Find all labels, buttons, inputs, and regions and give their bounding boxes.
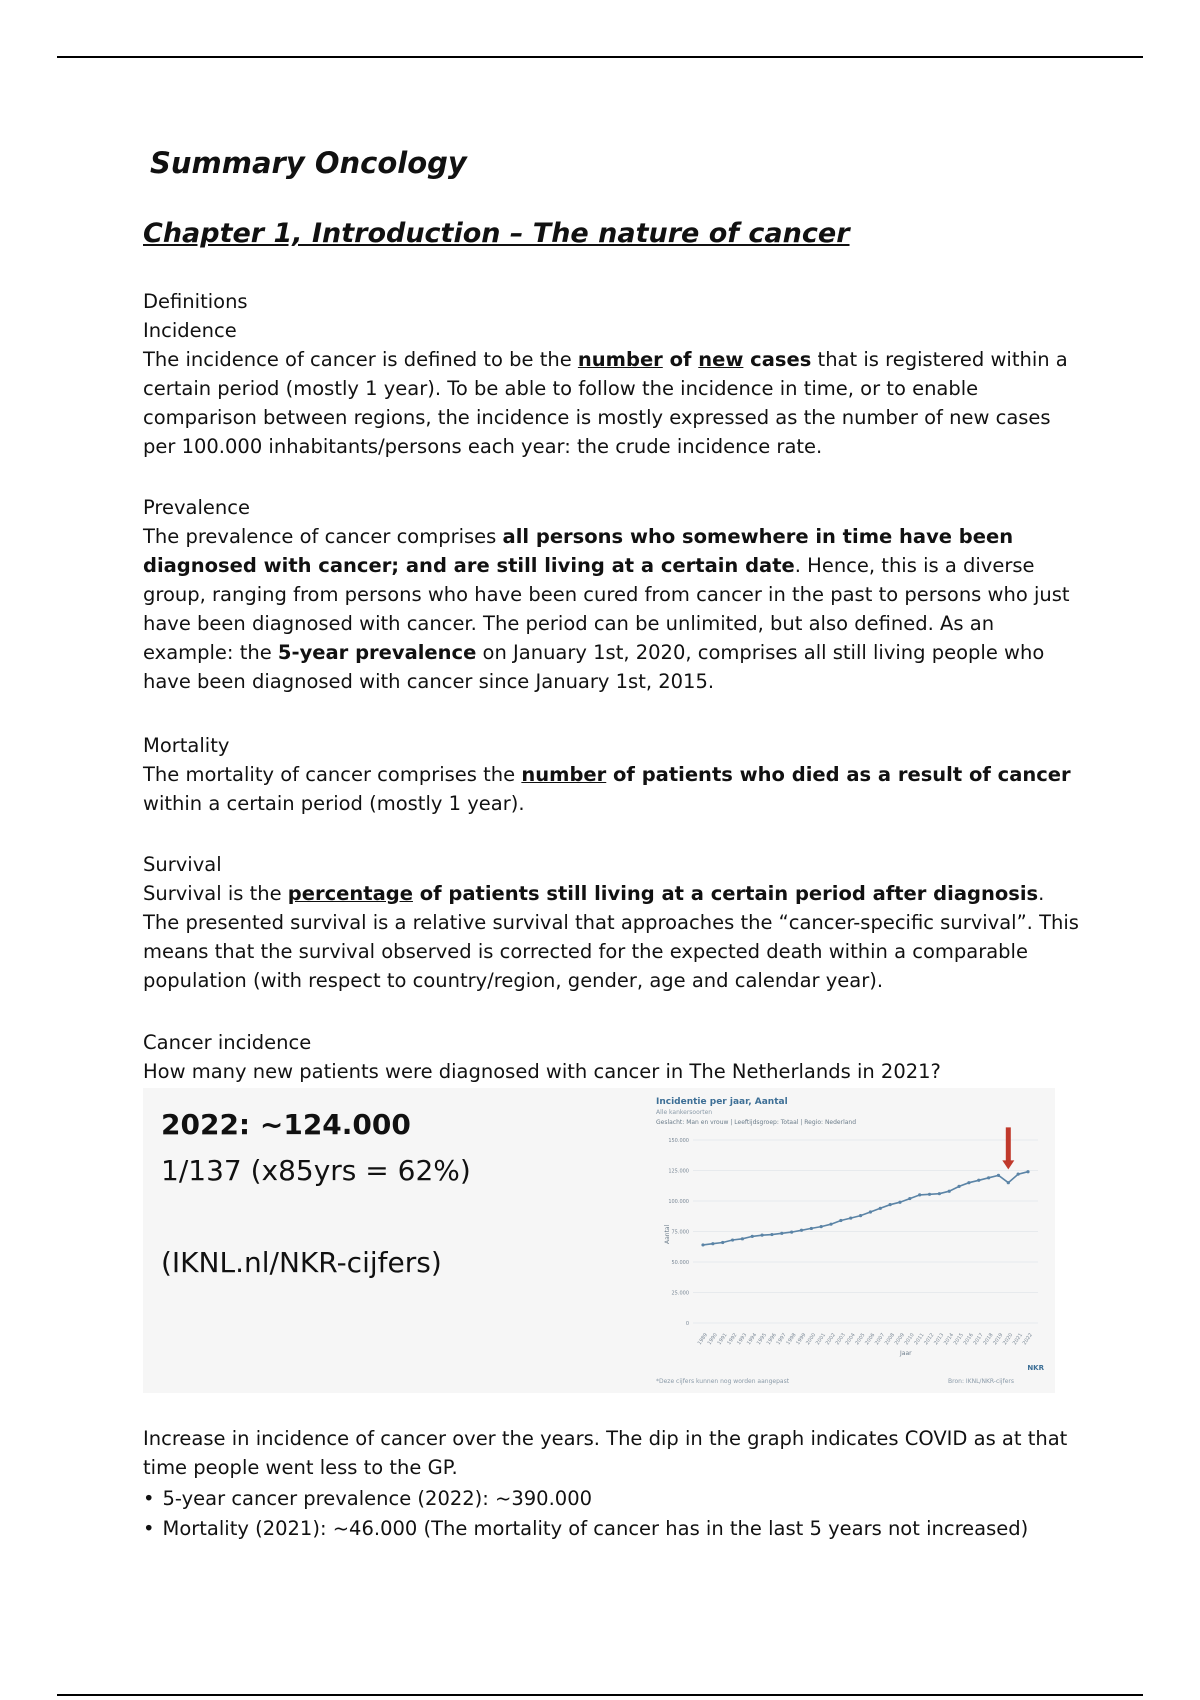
figure-source-link: (IKNL.nl/NKR-cijfers) (161, 1246, 442, 1279)
data-point (810, 1227, 813, 1230)
prevalence-heading: Prevalence (143, 496, 250, 519)
prevalence-emph: 5-year prevalence (277, 641, 477, 664)
bullet-list (143, 1484, 1103, 1544)
survival-section (143, 850, 1083, 995)
series-line (703, 1172, 1028, 1245)
incidence-heading: Incidence (143, 319, 237, 342)
prevalence-text: . Hence, this is a diverse group, ranging from persons who have been cured from cancer in the past to persons who just have been diagnosed with cancer. The period can be unlimited, but also defined. As an example: the (143, 554, 1070, 664)
data-point (997, 1174, 1000, 1177)
x-tick-label: 1990 (706, 1332, 719, 1347)
x-tick-label: 2003 (834, 1332, 847, 1347)
x-tick-label: 2018 (982, 1332, 995, 1347)
x-axis-label: Jaar (900, 1350, 912, 1357)
incidence-emph: number (577, 348, 663, 371)
x-tick-label: 2006 (864, 1332, 877, 1347)
data-point (711, 1242, 714, 1245)
data-point (721, 1241, 724, 1244)
survival-text: Survival is the (143, 882, 288, 905)
incidence-emph: cases (743, 348, 812, 371)
data-point (790, 1231, 793, 1234)
x-tick-label: 1989 (696, 1332, 709, 1347)
x-tick-label: 2016 (962, 1332, 975, 1347)
chart-source-sub: Bron: IKNL/NKR-cijfers (948, 1378, 1014, 1385)
data-point (918, 1193, 921, 1196)
x-tick-label: 2002 (824, 1332, 837, 1347)
x-ticks (697, 1332, 1034, 1346)
x-tick-label: 2011 (913, 1332, 926, 1347)
list-item: • Mortality (2021): ~46.000 (The mortality of cancer has in the last 5 years not increased) (143, 1514, 1103, 1544)
x-tick-label: 2008 (883, 1332, 897, 1347)
y-tick-label: 125.000 (668, 1168, 689, 1175)
chart-footnote: *Deze cijfers kunnen nog worden aangepast (656, 1378, 790, 1385)
y-tick-label: 150.000 (668, 1138, 689, 1144)
mortality-section (143, 731, 1083, 818)
data-point (839, 1219, 842, 1222)
highlight-arrow (1002, 1127, 1014, 1169)
x-tick-label: 2012 (923, 1332, 936, 1347)
data-point (760, 1234, 763, 1237)
y-axis-label: Aantal (664, 1224, 671, 1244)
x-tick-label: 2005 (854, 1332, 867, 1347)
x-tick-label: 2010 (903, 1332, 916, 1347)
x-tick-label: 1993 (736, 1332, 749, 1347)
after-figure-text: Increase in incidence of cancer over the years. The dip in the graph indicates COVID as at that time people went less to the GP. (143, 1427, 1068, 1479)
incidence-section (143, 316, 1083, 461)
chapter-heading: Chapter 1, Introduction – The nature of cancer (143, 218, 850, 249)
data-point (898, 1201, 901, 1204)
prevalence-text: on January 1st, 2020, comprises all still living people who have been diagnosed with cancer since January 1st, 2015. (143, 641, 1045, 693)
x-tick-label: 1992 (726, 1332, 739, 1347)
y-tick-label: 75.000 (671, 1229, 689, 1236)
data-point (889, 1203, 892, 1206)
data-point (859, 1214, 862, 1217)
data-point (987, 1176, 990, 1179)
x-tick-label: 1997 (775, 1332, 788, 1347)
x-tick-label: 2013 (933, 1332, 946, 1347)
data-point (701, 1243, 704, 1246)
prevalence-emph: all persons who somewhere in time have been diagnosed with cancer; and are still living at a certain date (143, 525, 1014, 577)
cancer-incidence-section (143, 1028, 1083, 1086)
survival-heading: Survival (143, 853, 222, 876)
x-tick-label: 2004 (844, 1332, 857, 1347)
data-point (938, 1192, 941, 1195)
chart-title: Incidentie per jaar, Aantal (656, 1097, 788, 1107)
x-tick-label: 2020 (1002, 1332, 1015, 1347)
survival-emph: of patients still living at a certain period after diagnosis (412, 882, 1039, 905)
x-tick-label: 2021 (1011, 1332, 1025, 1347)
prevalence-text: The prevalence of cancer comprises (143, 525, 503, 548)
x-tick-label: 2015 (952, 1332, 966, 1347)
x-tick-label: 1996 (765, 1332, 778, 1347)
cancer-incidence-heading: Cancer incidence (143, 1031, 312, 1054)
survival-emph: percentage (287, 882, 413, 905)
arrow-shaft (1006, 1127, 1011, 1161)
x-tick-label: 2001 (814, 1332, 828, 1347)
data-point (780, 1232, 783, 1235)
data-point (948, 1190, 951, 1193)
data-point (879, 1207, 882, 1210)
chart-filters: Geslacht: Man en vrouw | Leeftijdsgroep: Totaal | Regio: Nederland (656, 1119, 857, 1126)
data-point (800, 1229, 803, 1232)
x-tick-label: 1998 (785, 1332, 798, 1347)
x-tick-label: 2017 (972, 1332, 985, 1347)
figure-ratio: 1/137 (x85yrs = 62%) (161, 1154, 471, 1187)
data-point (820, 1225, 823, 1228)
data-point (751, 1235, 754, 1238)
data-point (1007, 1181, 1010, 1184)
mortality-heading: Mortality (143, 734, 230, 757)
data-point (829, 1223, 832, 1226)
data-point (731, 1238, 734, 1241)
x-tick-label: 1999 (795, 1332, 808, 1347)
mortality-text: within a certain period (mostly 1 year). (143, 792, 525, 815)
chart-subtitle: Alle kankersoorten (656, 1109, 713, 1116)
incidence-emph: new (698, 348, 744, 371)
x-tick-label: 1995 (755, 1332, 769, 1347)
bottom-rule (57, 1694, 1143, 1696)
x-tick-label: 2014 (942, 1332, 956, 1347)
figure-incidence-value: 2022: ~124.000 (161, 1108, 411, 1141)
x-tick-label: 2007 (873, 1332, 887, 1347)
chart-source-logo: NKR (1027, 1364, 1044, 1372)
y-tick-label: 25.000 (671, 1290, 689, 1297)
data-point (849, 1216, 852, 1219)
top-rule (57, 56, 1143, 58)
data-point (967, 1181, 970, 1184)
y-tick-label: 100.000 (668, 1199, 689, 1205)
incidence-text: The incidence of cancer is defined to be the (143, 348, 578, 371)
incidence-figure (143, 1088, 1055, 1393)
data-point (928, 1193, 931, 1196)
list-item: • 5-year cancer prevalence (2022): ~390.000 (143, 1484, 1103, 1514)
x-tick-label: 2022 (1021, 1332, 1034, 1347)
arrow-head (1002, 1160, 1014, 1169)
document-title: Summary Oncology (150, 146, 467, 180)
mortality-emph: number (521, 763, 607, 786)
mortality-text: The mortality of cancer comprises the (143, 763, 522, 786)
data-point (869, 1210, 872, 1213)
data-point (770, 1233, 773, 1236)
data-point (957, 1185, 960, 1188)
x-tick-label: 1991 (716, 1332, 729, 1347)
x-tick-label: 2019 (992, 1332, 1005, 1347)
data-point (741, 1237, 744, 1240)
y-gridlines (668, 1138, 1038, 1327)
y-tick-label: 0 (685, 1321, 689, 1327)
series-points (701, 1170, 1029, 1246)
x-tick-label: 1994 (745, 1332, 759, 1347)
data-point (1026, 1170, 1029, 1173)
data-point (977, 1179, 980, 1182)
x-tick-label: 2009 (893, 1332, 906, 1347)
data-point (1017, 1173, 1020, 1176)
definitions-heading: Definitions (143, 290, 248, 313)
incidence-chart (508, 1088, 1048, 1393)
incidence-emph: of (662, 348, 699, 371)
incidence-text: that is registered within a certain period (mostly 1 year). To be able to follow the incidence in time, or to enable comparison between regions, the incidence is mostly expressed as the number of new cases per 100.000 inhabitants/persons each year: the crude incidence rate. (143, 348, 1068, 458)
data-point (908, 1197, 911, 1200)
survival-text: . The presented survival is a relative survival that approaches the “cancer-specific survival”. This means that the survival observed is corrected for the expected death within a comparable population (with respect to country/region, gender, age and calendar year). (143, 882, 1079, 992)
prevalence-section (143, 493, 1083, 696)
x-tick-label: 2000 (805, 1332, 818, 1347)
mortality-emph: of patients who died as a result of cancer (606, 763, 1071, 786)
y-tick-label: 50.000 (671, 1260, 689, 1266)
cancer-incidence-question: How many new patients were diagnosed with cancer in The Netherlands in 2021? (143, 1060, 941, 1083)
